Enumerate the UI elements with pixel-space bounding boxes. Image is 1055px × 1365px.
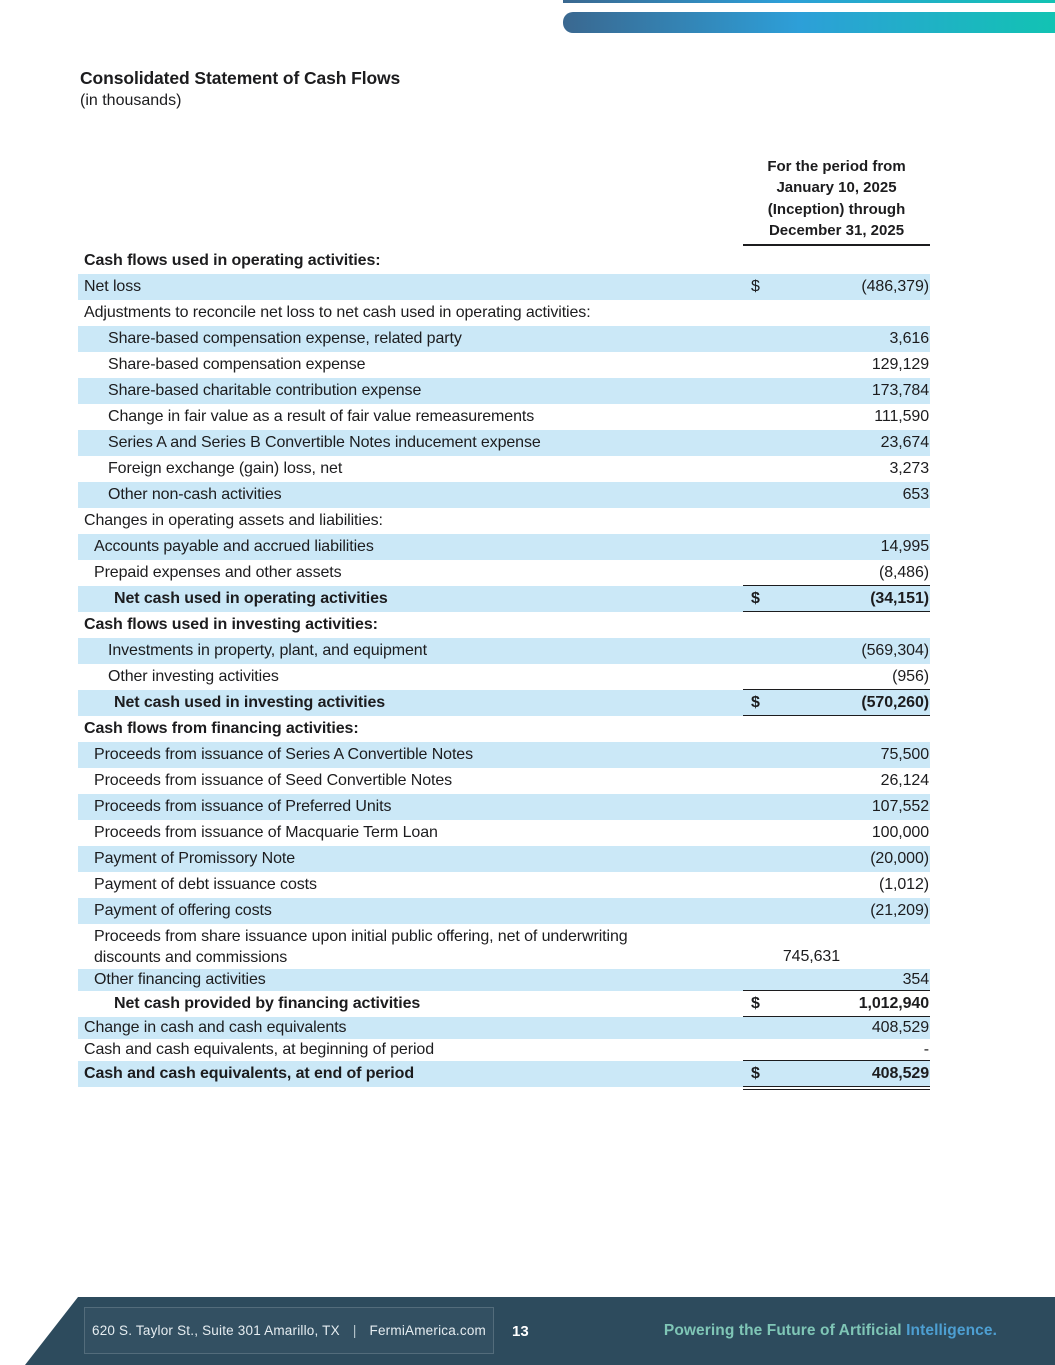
period-line-4: December 31, 2025 — [768, 221, 905, 239]
row-amount: (34,151) — [870, 589, 929, 607]
table-row — [78, 1039, 930, 1061]
table-row — [78, 1061, 930, 1087]
row-amount: (569,304) — [861, 642, 929, 659]
row-amount-box — [743, 378, 930, 404]
row-label: Proceeds from issuance of Macquarie Term Loan — [94, 823, 438, 841]
row-amount-box — [743, 326, 930, 352]
table-row — [78, 794, 930, 820]
row-amount-box — [743, 820, 930, 846]
row-amount: 129,129 — [871, 356, 929, 373]
tagline-part-2: Intelligence. — [906, 1322, 997, 1339]
row-amount: (956) — [892, 667, 929, 685]
row-label: Cash and cash equivalents, at beginning of period — [84, 1040, 435, 1058]
row-label: Change in fair value as a result of fair value remeasurements — [108, 407, 535, 425]
table-row — [78, 716, 930, 742]
table-row — [78, 872, 930, 898]
row-label: Other financing activities — [94, 970, 266, 988]
row-amount-box — [743, 274, 930, 300]
row-amount-box — [743, 794, 930, 820]
row-amount-box — [743, 716, 930, 742]
row-amount: 14,995 — [880, 538, 929, 555]
row-label: Proceeds from share issuance upon initial public offering, net of underwriting discounts and commissions — [94, 928, 628, 966]
row-amount-box — [654, 924, 841, 969]
row-amount-box — [743, 508, 930, 534]
row-label: Payment of debt issuance costs — [94, 875, 317, 893]
row-amount-box — [743, 456, 930, 482]
page-number: 13 — [512, 1322, 529, 1340]
footer-separator: | — [352, 1323, 357, 1338]
table-row — [78, 508, 930, 534]
row-amount-box — [743, 969, 930, 991]
dollar-sign: $ — [751, 278, 760, 295]
row-amount-box — [743, 300, 930, 326]
table-row — [78, 612, 930, 638]
row-amount-box — [743, 430, 930, 456]
row-label: Cash flows used in investing activities: — [84, 615, 378, 633]
table-row — [78, 638, 930, 664]
period-line-3: (Inception) through — [767, 200, 906, 218]
table-row — [78, 1017, 930, 1039]
row-label: Share-based charitable contribution expense — [108, 381, 422, 399]
row-label: Investments in property, plant, and equipment — [108, 641, 427, 659]
row-amount-box — [743, 534, 930, 560]
dollar-sign: $ — [751, 589, 760, 607]
row-label: Payment of offering costs — [94, 901, 272, 919]
footer-tagline — [664, 1297, 997, 1365]
row-amount: 408,529 — [871, 1019, 929, 1036]
table-row — [78, 352, 930, 378]
row-label: Cash flows used in operating activities: — [84, 251, 381, 269]
table-row — [78, 560, 930, 586]
row-label: Cash and cash equivalents, at end of period — [84, 1064, 414, 1082]
row-label: Net cash used in investing activities — [114, 693, 386, 711]
table-row — [78, 664, 930, 690]
dollar-sign: $ — [751, 1064, 760, 1082]
row-label: Other non-cash activities — [108, 485, 282, 503]
row-amount: 3,273 — [889, 460, 929, 477]
row-amount: 75,500 — [880, 746, 929, 763]
table-row — [78, 820, 930, 846]
period-line-2: January 10, 2025 — [776, 179, 897, 197]
row-amount: 26,124 — [880, 772, 929, 789]
row-label: Prepaid expenses and other assets — [94, 563, 342, 581]
row-amount-box — [743, 482, 930, 508]
table-row — [78, 430, 930, 456]
table-row — [78, 586, 930, 612]
row-amount-box — [743, 1061, 930, 1087]
row-amount: (20,000) — [870, 850, 929, 867]
table-row — [78, 898, 930, 924]
row-amount: 111,590 — [874, 408, 929, 425]
row-amount-box — [743, 352, 930, 378]
row-label: Foreign exchange (gain) loss, net — [108, 459, 343, 477]
page-subtitle: (in thousands) — [80, 92, 182, 109]
row-label: Proceeds from issuance of Seed Convertible Notes — [94, 771, 453, 789]
table-row — [78, 534, 930, 560]
table-row — [78, 326, 930, 352]
table-row — [78, 969, 930, 991]
table-row — [78, 924, 930, 969]
period-column-header — [743, 156, 930, 246]
row-label: Net loss — [84, 277, 141, 295]
row-amount: 354 — [902, 970, 929, 988]
table-row — [78, 456, 930, 482]
row-amount-box — [743, 872, 930, 898]
row-label: Proceeds from issuance of Preferred Units — [94, 797, 392, 815]
row-amount: 107,552 — [871, 798, 929, 815]
period-line-1: For the period from — [767, 158, 906, 175]
table-row — [78, 248, 930, 274]
row-label: Net cash provided by financing activities — [114, 994, 421, 1012]
row-amount: 408,529 — [871, 1064, 929, 1082]
row-amount-box — [743, 742, 930, 768]
row-amount: 653 — [902, 486, 929, 503]
row-amount: (21,209) — [870, 902, 929, 919]
row-amount-box — [743, 586, 930, 612]
footer-address: 620 S. Taylor St., Suite 301 Amarillo, TX — [91, 1323, 340, 1338]
footer-content — [0, 1297, 1055, 1365]
table-row — [78, 690, 930, 716]
table-row — [78, 991, 930, 1017]
row-amount-box — [743, 1017, 930, 1039]
tagline-part-1: Powering the Future of Artificial — [663, 1322, 907, 1339]
row-amount-box — [743, 664, 930, 690]
row-label: Accounts payable and accrued liabilities — [94, 537, 374, 555]
row-amount: - — [923, 1040, 929, 1058]
row-amount-box — [743, 768, 930, 794]
row-label: Series A and Series B Convertible Notes inducement expense — [108, 433, 541, 451]
row-amount-box — [743, 404, 930, 430]
row-amount-box — [743, 560, 930, 586]
top-edge-accent-strip — [563, 0, 1055, 3]
table-row — [78, 742, 930, 768]
row-amount: (486,379) — [861, 278, 929, 295]
header-gradient-bar — [563, 12, 1055, 33]
row-amount-box — [743, 690, 930, 716]
row-amount-box — [743, 991, 930, 1017]
row-label: Changes in operating assets and liabilities: — [84, 511, 383, 529]
row-amount-box — [743, 898, 930, 924]
footer-address-box — [84, 1307, 494, 1354]
row-amount: 1,012,940 — [858, 994, 929, 1012]
row-label: Payment of Promissory Note — [94, 849, 296, 867]
row-amount: 173,784 — [871, 382, 929, 399]
row-label: Adjustments to reconcile net loss to net cash used in operating activities: — [84, 303, 591, 321]
row-label: Cash flows from financing activities: — [84, 719, 359, 737]
row-amount: 100,000 — [871, 824, 929, 841]
dollar-sign: $ — [751, 693, 760, 711]
table-row — [78, 274, 930, 300]
row-amount-box — [743, 248, 930, 274]
table-row — [78, 846, 930, 872]
row-label: Other investing activities — [108, 667, 279, 685]
row-amount: (8,486) — [879, 563, 929, 581]
row-amount: 745,631 — [782, 948, 840, 965]
table-row — [78, 482, 930, 508]
row-amount-box — [743, 612, 930, 638]
row-label: Share-based compensation expense, related party — [108, 329, 462, 347]
row-amount-box — [743, 638, 930, 664]
row-amount: (1,012) — [879, 876, 929, 893]
table-row — [78, 404, 930, 430]
row-label: Share-based compensation expense — [108, 355, 366, 373]
row-amount: 3,616 — [889, 330, 929, 347]
page-title: Consolidated Statement of Cash Flows — [80, 68, 401, 88]
row-amount: (570,260) — [861, 693, 929, 711]
row-amount: 23,674 — [880, 434, 929, 451]
table-row — [78, 768, 930, 794]
row-label: Net cash used in operating activities — [114, 589, 388, 607]
footer-website: FermiAmerica.com — [369, 1323, 486, 1338]
table-row — [78, 378, 930, 404]
row-label: Proceeds from issuance of Series A Convertible Notes — [94, 745, 473, 763]
row-amount-box — [743, 846, 930, 872]
row-amount-box — [743, 1039, 930, 1061]
row-label: Change in cash and cash equivalents — [84, 1018, 347, 1036]
dollar-sign: $ — [751, 994, 760, 1012]
cash-flow-table — [78, 248, 930, 1087]
table-row — [78, 300, 930, 326]
